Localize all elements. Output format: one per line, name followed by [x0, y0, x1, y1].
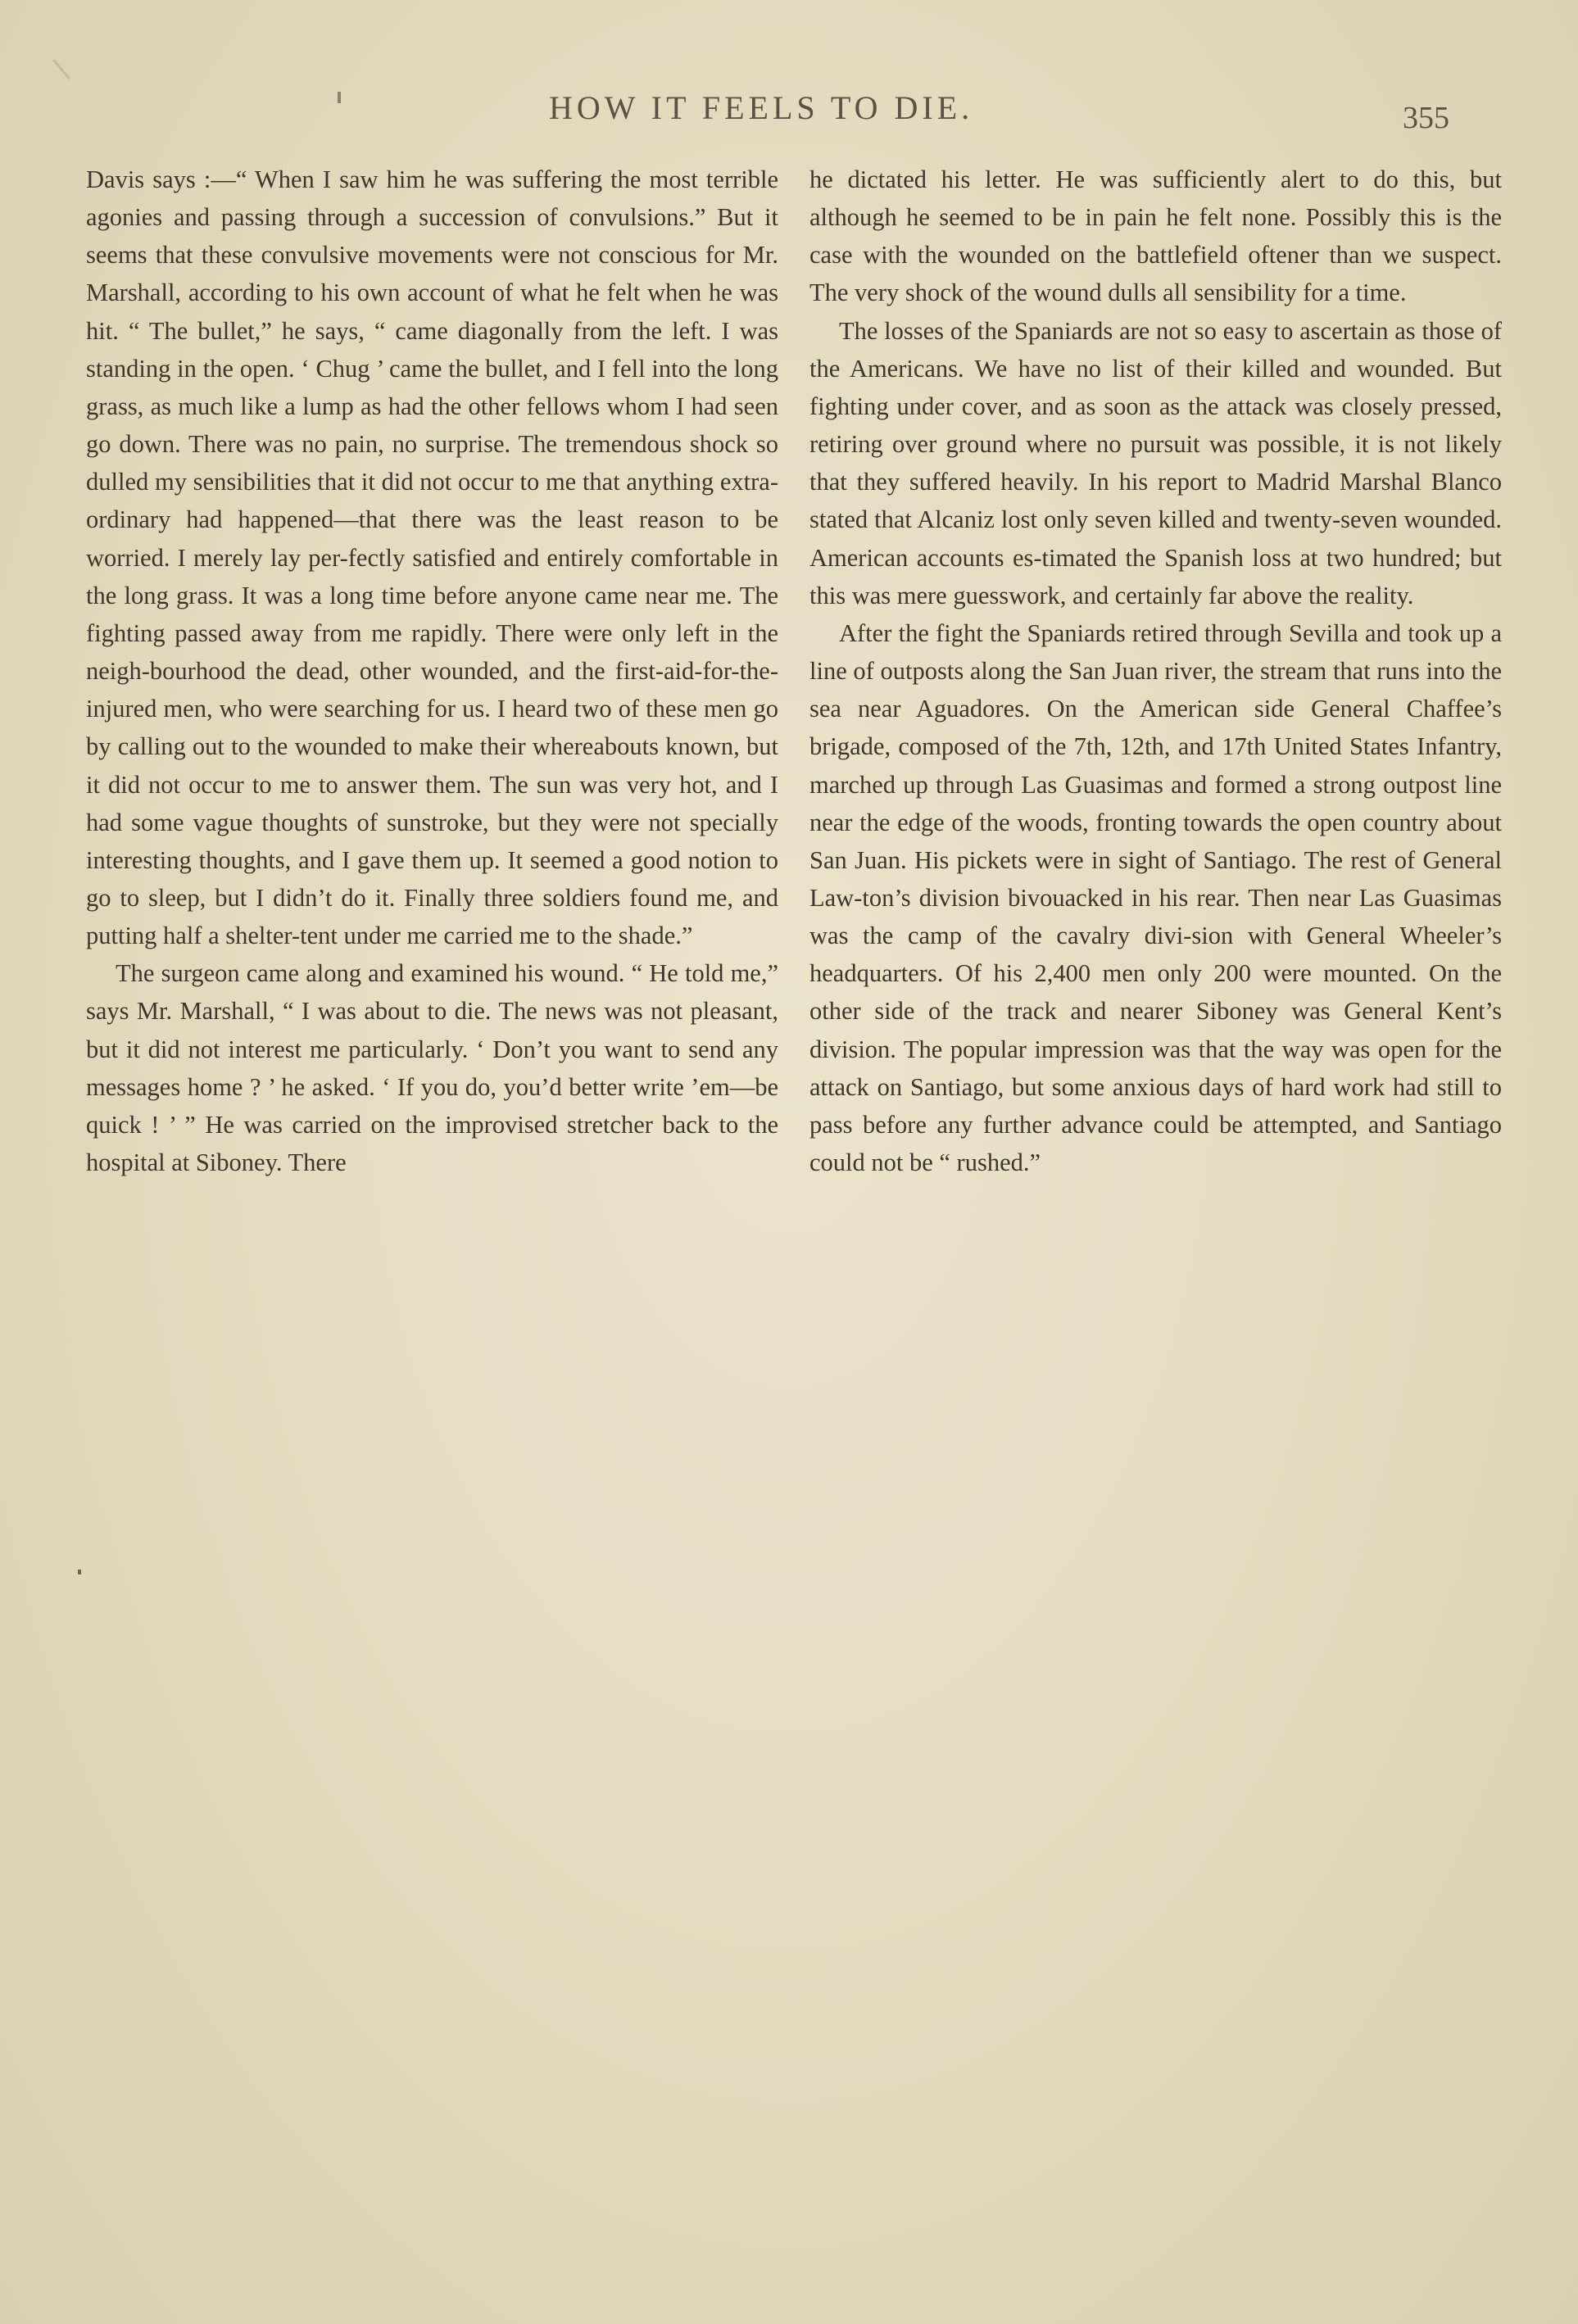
page-header: [0, 88, 1578, 138]
page-number: 355: [1403, 101, 1449, 135]
right-column: [809, 161, 1502, 1181]
running-title: HOW IT FEELS TO DIE.: [549, 89, 974, 126]
corner-crease-mark: [52, 43, 89, 79]
ink-speck: [338, 92, 341, 103]
left-column: [86, 161, 778, 1181]
paragraph: The surgeon came along and examined his wound. “ He told me,” says Mr. Marshall, “ I was about to die. The news was not pleasant, but it did not interest me particularly. ‘ Don’t you want to send any messages home ? ’ he asked. ‘ If you do, you’d better write ’em—be quick ! ’ ” He was carried on the improvised stretcher back to the hospital at Siboney. There: [86, 959, 778, 1177]
ink-speck: [78, 1570, 81, 1574]
paragraph: After the fight the Spaniards retired through Sevilla and took up a line of outposts along the San Juan river, the stream that runs into the sea near Aguadores. On the American side General Chaffee’s brigade, composed of the 7th, 12th, and 17th United States Infantry, marched up through Las Guasimas and formed a strong outpost line near the edge of the woods, fronting towards the open country about San Juan. His pickets were in sight of Santiago. The rest of General Law-ton’s division bivouacked in his rear. Then near Las Guasimas was the camp of the cavalry divi-sion with General Wheeler’s headquarters. Of his 2,400 men only 200 were mounted. On the other side of the track and nearer Siboney was General Kent’s division. The popular impression was that the way was open for the attack on Santiago, but some anxious days of hard work had still to pass before any further advance could be attempted, and Santiago could not be “ rushed.”: [809, 618, 1502, 1177]
paragraph: The losses of the Spaniards are not so easy to ascertain as those of the Americans. We have no list of their killed and wounded. But fighting under cover, and as soon as the attack was closely pressed, retiring over ground where no pursuit was possible, it is not likely that they suffered heavily. In his report to Madrid Marshal Blanco stated that Alcaniz lost only seven killed and twenty-seven wounded. American accounts es-timated the Spanish loss at two hundred; but this was mere guesswork, and certainly far above the reality.: [809, 316, 1502, 609]
paragraph: Davis says :—“ When I saw him he was suffering the most terrible agonies and passing through a succession of convulsions.” But it seems that these convulsive movements were not conscious for Mr. Marshall, according to his own account of what he felt when he was hit. “ The bullet,” he says, “ came diagonally from the left. I was standing in the open. ‘ Chug ’ came the bullet, and I fell into the long grass, as much like a lump as had the other fellows whom I had seen go down. There was no pain, no surprise. The tremendous shock so dulled my sensibilities that it did not occur to me that anything extra-ordinary had happened—that there was the least reason to be worried. I merely lay per-fectly satisfied and entirely comfortable in the long grass. It was a long time before anyone came near me. The fighting passed away from me rapidly. There were only left in the neigh-bourhood the dead, other wounded, and the first-aid-for-the-injured men, who were searching for us. I heard two of these men go by calling out to the wounded to make their whereabouts known, but it did not occur to me to answer them. The sun was very hot, and I had some vague thoughts of sunstroke, but they were not specially interesting thoughts, and I gave them up. It seemed a good notion to go to sleep, but I didn’t do it. Finally three soldiers found me, and putting half a shelter-tent under me carried me to the shade.”: [86, 165, 778, 950]
paragraph: he dictated his letter. He was sufficiently alert to do this, but although he seemed to be in pain he felt none. Possibly this is the case with the wounded on the battlefield oftener than we suspect. The very shock of the wound dulls all sensibility for a time.: [809, 165, 1502, 307]
